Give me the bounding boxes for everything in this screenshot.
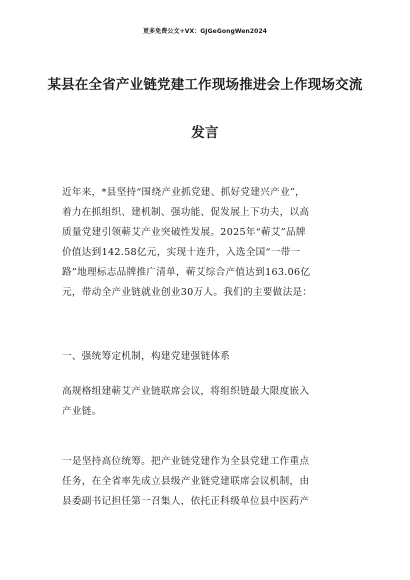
intro-line: 质量党建引领蕲艾产业突破性发展。2025年“蕲艾”品牌 bbox=[62, 227, 306, 238]
section-heading: 一、强统筹定机制，构建党建强链体系 bbox=[62, 351, 231, 362]
intro-line: 着力在抓组织、建机制、强功能、促发展上下功夫，以高 bbox=[62, 207, 310, 218]
document-title-line-2: 发言 bbox=[191, 125, 219, 141]
page-header: 更多免费公文+VX：GJGeGongWen2024 bbox=[142, 28, 267, 35]
paragraph-line: 任务，在全省率先成立县级产业链党建联席会议机制，由 bbox=[62, 476, 310, 487]
paragraph-line: 县委副书记担任第一召集人，依托正科级单位县中医药产 bbox=[62, 496, 310, 507]
intro-line: 元，带动全产业链就业创业30万人。我们的主要做法是： bbox=[62, 287, 313, 298]
paragraph-line: 产业链。 bbox=[62, 406, 102, 417]
paragraph-2 bbox=[62, 452, 352, 512]
intro-line: 价值达到142.58亿元，实现十连升，入选全国“一带一 bbox=[62, 247, 301, 258]
intro-line: 近年来，*县坚持“围绕产业抓党建、抓好党建兴产业”， bbox=[62, 187, 306, 198]
intro-paragraph bbox=[62, 183, 352, 303]
paragraph-line: 一是坚持高位统筹。把产业链党建作为全县党建工作重点 bbox=[62, 456, 310, 467]
paragraph-1 bbox=[62, 382, 352, 422]
intro-line: 路”地理标志品牌推广清单，蕲艾综合产值达到163.06亿 bbox=[62, 267, 311, 278]
paragraph-line: 高规格组建蕲艾产业链联席会议，将组织链最大限度嵌入 bbox=[62, 386, 310, 397]
document-title-line-1: 某县在全省产业链党建工作现场推进会上作现场交流 bbox=[47, 77, 363, 93]
